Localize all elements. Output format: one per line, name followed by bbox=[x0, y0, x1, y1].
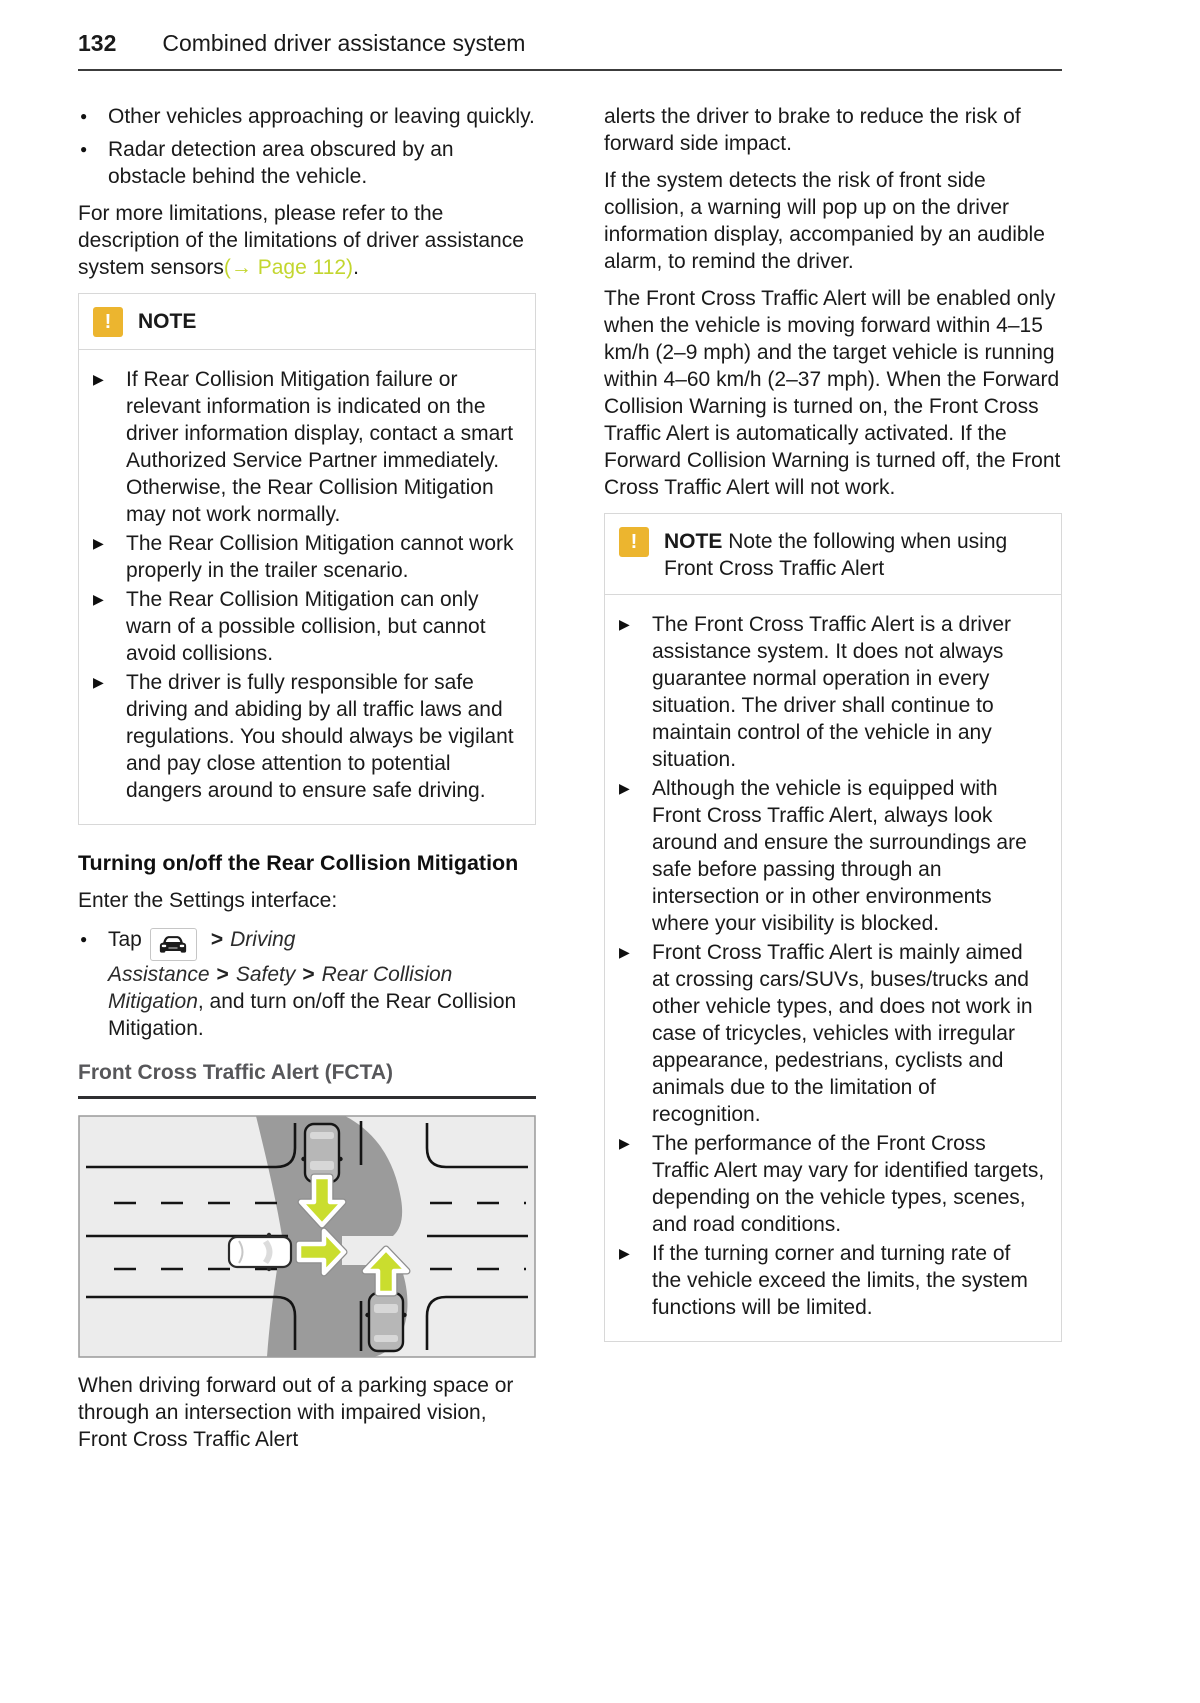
chevron-separator: > bbox=[216, 962, 229, 986]
note-header bbox=[79, 294, 535, 350]
note-title-text: Note the following when using Front Cross Traffic Alert bbox=[664, 530, 1008, 580]
limitations-paragraph bbox=[78, 200, 536, 281]
menu-path-driving-assistance: Driving Assistance bbox=[108, 928, 296, 986]
note-label: NOTE bbox=[664, 530, 723, 553]
paragraph: The Front Cross Traffic Alert will be enabled only when the vehicle is moving forward within 4–15 km/h (2–9 mph) and the target vehicle is running within 4–60 km/h (2–37 mph). When the Forward Collision Warning is turned on, the Front Cross Traffic Alert is automatically activated. If the Forward Collision Warning is turned off, the Front Cross Traffic Alert will not work. bbox=[604, 287, 1061, 499]
warning-icon: ! bbox=[93, 307, 123, 337]
note-item: ▶ The Rear Collision Mitigation cannot work properly in the trailer scenario. bbox=[93, 530, 519, 584]
menu-path-safety: Safety bbox=[235, 962, 296, 986]
note-item-list bbox=[93, 366, 519, 804]
chevron-separator: > bbox=[210, 928, 224, 951]
crossing-vehicle-bottom bbox=[365, 1293, 406, 1351]
crossing-vehicle-top bbox=[301, 1124, 342, 1182]
list-item: ● Radar detection area obscured by an obstacle behind the vehicle. bbox=[78, 136, 536, 190]
step-suffix: , and turn on/off the Rear Collision Mitigation. bbox=[108, 989, 517, 1040]
note-label: NOTE bbox=[138, 310, 197, 333]
page-number: 132 bbox=[78, 30, 117, 56]
page-header bbox=[78, 0, 1062, 71]
note-body bbox=[605, 595, 1061, 1341]
warning-icon: ! bbox=[619, 527, 649, 557]
note-label-wrap bbox=[138, 307, 196, 335]
paragraph: alerts the driver to brake to reduce the risk of forward side impact. bbox=[604, 105, 1021, 155]
note-title bbox=[664, 527, 1045, 582]
fcta-caption: When driving forward out of a parking space or through an intersection with impaired vision, Front Cross Traffic Alert bbox=[78, 1373, 514, 1451]
note-item: ▶ The Front Cross Traffic Alert is a driver assistance system. It does not always guarantee normal operation in every situation. The driver shall continue to maintain control of the vehicle in any situation. bbox=[619, 611, 1045, 773]
step-prefix: Tap bbox=[108, 928, 142, 951]
note-item: ▶ The driver is fully responsible for safe driving and abiding by all traffic laws and regulations. You should always be vigilant and pay close attention to potential dangers around to ensure safe driving. bbox=[93, 669, 519, 804]
fcta-figure bbox=[78, 1115, 536, 1358]
ego-vehicle bbox=[229, 1232, 291, 1270]
menu-path-rear-collision-mitigation: Rear Collision Mitigation bbox=[108, 962, 453, 1013]
note-item: ▶ Although the vehicle is equipped with Front Cross Traffic Alert, always look around and ensure the surroundings are safe before passing through an intersection or in other environments where your visibility is blocked. bbox=[619, 775, 1045, 937]
note-box-fcta bbox=[604, 513, 1062, 1342]
note-body bbox=[79, 350, 535, 824]
settings-path-step bbox=[78, 926, 536, 1042]
note-header bbox=[605, 514, 1061, 595]
section-heading-rcm-toggle: Turning on/off the Rear Collision Mitigation bbox=[78, 851, 519, 875]
note-item: ▶ The Rear Collision Mitigation can only warn of a possible collision, but cannot avoid collisions. bbox=[93, 586, 519, 667]
note-item: ▶ If Rear Collision Mitigation failure or relevant information is indicated on the driver information display, contact a smart Authorized Service Partner immediately. Otherwise, the Rear Collision Mitigation may not work normally. bbox=[93, 366, 519, 528]
left-column bbox=[78, 103, 536, 1453]
paragraph: If the system detects the risk of front side collision, a warning will pop up on the driver information display, accompanied by an audible alarm, to remind the driver. bbox=[604, 169, 1045, 273]
chevron-separator: > bbox=[302, 962, 315, 986]
settings-steps-list bbox=[78, 926, 536, 1042]
paragraph-text: For more limitations, please refer to the description of the limitations of driver assistance system sensors bbox=[78, 202, 524, 279]
paragraph-suffix: . bbox=[353, 256, 359, 279]
list-item: ● Other vehicles approaching or leaving quickly. bbox=[78, 103, 536, 130]
settings-intro: Enter the Settings interface: bbox=[78, 889, 338, 912]
note-item: ▶ The performance of the Front Cross Traffic Alert may vary for identified targets, depending on the vehicle types, scenes, and road conditions. bbox=[619, 1130, 1045, 1238]
chapter-title: Combined driver assistance system bbox=[162, 30, 526, 56]
note-item: ▶ If the turning corner and turning rate of the vehicle exceed the limits, the system functions will be limited. bbox=[619, 1240, 1045, 1321]
right-column bbox=[604, 103, 1062, 1453]
note-item: ▶ Front Cross Traffic Alert is mainly aimed at crossing cars/SUVs, buses/trucks and other vehicle types, and does not work in case of tricycles, vehicles with irregular appearance, pedestrians, cyclists and animals due to the limitation of recognition. bbox=[619, 939, 1045, 1128]
fcta-heading: Front Cross Traffic Alert (FCTA) bbox=[78, 1060, 536, 1099]
note-item-list bbox=[619, 611, 1045, 1321]
limitations-bullet-list bbox=[78, 103, 536, 190]
page-112-link[interactable]: (→ Page 112) bbox=[223, 256, 354, 279]
note-box-rcm bbox=[78, 293, 536, 825]
vehicle-settings-icon bbox=[150, 928, 197, 961]
fcta-illustration bbox=[78, 1115, 536, 1358]
